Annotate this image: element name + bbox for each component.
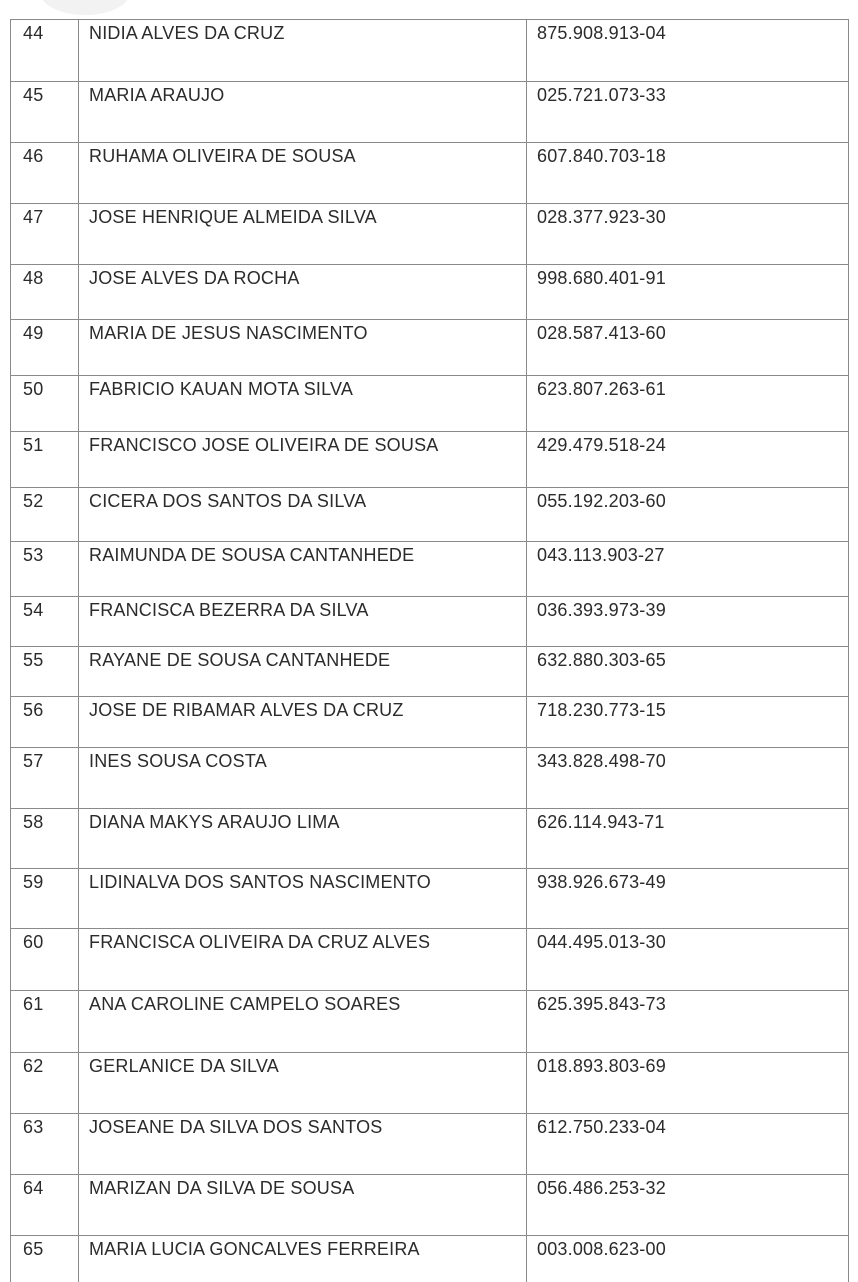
- row-number: 59: [11, 869, 79, 929]
- table-row: [11, 82, 849, 143]
- person-name: JOSE ALVES DA ROCHA: [79, 265, 527, 320]
- cpf-number: 718.230.773-15: [527, 697, 849, 748]
- table-row: [11, 488, 849, 542]
- table-row: [11, 542, 849, 597]
- person-name: GERLANICE DA SILVA: [79, 1053, 527, 1114]
- person-name: JOSEANE DA SILVA DOS SANTOS: [79, 1114, 527, 1175]
- scroll-shadow: [40, 0, 130, 15]
- person-name: NIDIA ALVES DA CRUZ: [79, 20, 527, 82]
- cpf-number: 607.840.703-18: [527, 143, 849, 204]
- table-row: [11, 432, 849, 488]
- table-row: [11, 143, 849, 204]
- cpf-number: 044.495.013-30: [527, 929, 849, 991]
- row-number: 62: [11, 1053, 79, 1114]
- row-number: 57: [11, 748, 79, 809]
- row-number: 52: [11, 488, 79, 542]
- person-name: FRANCISCO JOSE OLIVEIRA DE SOUSA: [79, 432, 527, 488]
- table-row: [11, 869, 849, 929]
- person-name: LIDINALVA DOS SANTOS NASCIMENTO: [79, 869, 527, 929]
- person-name: FRANCISCA BEZERRA DA SILVA: [79, 597, 527, 647]
- row-number: 51: [11, 432, 79, 488]
- table-row: [11, 376, 849, 432]
- table-row: [11, 1114, 849, 1175]
- person-name: INES SOUSA COSTA: [79, 748, 527, 809]
- cpf-number: 043.113.903-27: [527, 542, 849, 597]
- person-name: MARIA ARAUJO: [79, 82, 527, 143]
- cpf-number: 025.721.073-33: [527, 82, 849, 143]
- person-name: MARIZAN DA SILVA DE SOUSA: [79, 1175, 527, 1236]
- table-row: [11, 597, 849, 647]
- row-number: 56: [11, 697, 79, 748]
- beneficiary-table: [10, 19, 849, 1282]
- cpf-number: 875.908.913-04: [527, 20, 849, 82]
- cpf-number: 036.393.973-39: [527, 597, 849, 647]
- cpf-number: 028.587.413-60: [527, 320, 849, 376]
- row-number: 46: [11, 143, 79, 204]
- table-row: [11, 204, 849, 265]
- row-number: 63: [11, 1114, 79, 1175]
- person-name: ANA CAROLINE CAMPELO SOARES: [79, 991, 527, 1053]
- cpf-number: 055.192.203-60: [527, 488, 849, 542]
- row-number: 65: [11, 1236, 79, 1282]
- table-row: [11, 1053, 849, 1114]
- row-number: 47: [11, 204, 79, 265]
- cpf-number: 625.395.843-73: [527, 991, 849, 1053]
- cpf-number: 632.880.303-65: [527, 647, 849, 697]
- row-number: 60: [11, 929, 79, 991]
- person-name: RAYANE DE SOUSA CANTANHEDE: [79, 647, 527, 697]
- person-name: DIANA MAKYS ARAUJO LIMA: [79, 809, 527, 869]
- cpf-number: 343.828.498-70: [527, 748, 849, 809]
- person-name: MARIA LUCIA GONCALVES FERREIRA: [79, 1236, 527, 1282]
- cpf-number: 003.008.623-00: [527, 1236, 849, 1282]
- table-row: [11, 647, 849, 697]
- table-row: [11, 1236, 849, 1282]
- table-row: [11, 929, 849, 991]
- table-row: [11, 809, 849, 869]
- person-name: RUHAMA OLIVEIRA DE SOUSA: [79, 143, 527, 204]
- person-name: FRANCISCA OLIVEIRA DA CRUZ ALVES: [79, 929, 527, 991]
- row-number: 64: [11, 1175, 79, 1236]
- table-row: [11, 697, 849, 748]
- table-row: [11, 265, 849, 320]
- row-number: 50: [11, 376, 79, 432]
- row-number: 55: [11, 647, 79, 697]
- person-name: JOSE DE RIBAMAR ALVES DA CRUZ: [79, 697, 527, 748]
- table-row: [11, 20, 849, 82]
- table-row: [11, 320, 849, 376]
- row-number: 49: [11, 320, 79, 376]
- row-number: 58: [11, 809, 79, 869]
- cpf-number: 623.807.263-61: [527, 376, 849, 432]
- cpf-number: 612.750.233-04: [527, 1114, 849, 1175]
- row-number: 45: [11, 82, 79, 143]
- person-name: FABRICIO KAUAN MOTA SILVA: [79, 376, 527, 432]
- person-name: JOSE HENRIQUE ALMEIDA SILVA: [79, 204, 527, 265]
- row-number: 61: [11, 991, 79, 1053]
- row-number: 54: [11, 597, 79, 647]
- row-number: 44: [11, 20, 79, 82]
- table-body: [11, 20, 849, 1282]
- person-name: RAIMUNDA DE SOUSA CANTANHEDE: [79, 542, 527, 597]
- table-row: [11, 748, 849, 809]
- cpf-number: 056.486.253-32: [527, 1175, 849, 1236]
- cpf-number: 626.114.943-71: [527, 809, 849, 869]
- row-number: 48: [11, 265, 79, 320]
- cpf-number: 998.680.401-91: [527, 265, 849, 320]
- table-row: [11, 1175, 849, 1236]
- table-row: [11, 991, 849, 1053]
- cpf-number: 938.926.673-49: [527, 869, 849, 929]
- cpf-number: 028.377.923-30: [527, 204, 849, 265]
- person-name: MARIA DE JESUS NASCIMENTO: [79, 320, 527, 376]
- person-name: CICERA DOS SANTOS DA SILVA: [79, 488, 527, 542]
- row-number: 53: [11, 542, 79, 597]
- cpf-number: 429.479.518-24: [527, 432, 849, 488]
- cpf-number: 018.893.803-69: [527, 1053, 849, 1114]
